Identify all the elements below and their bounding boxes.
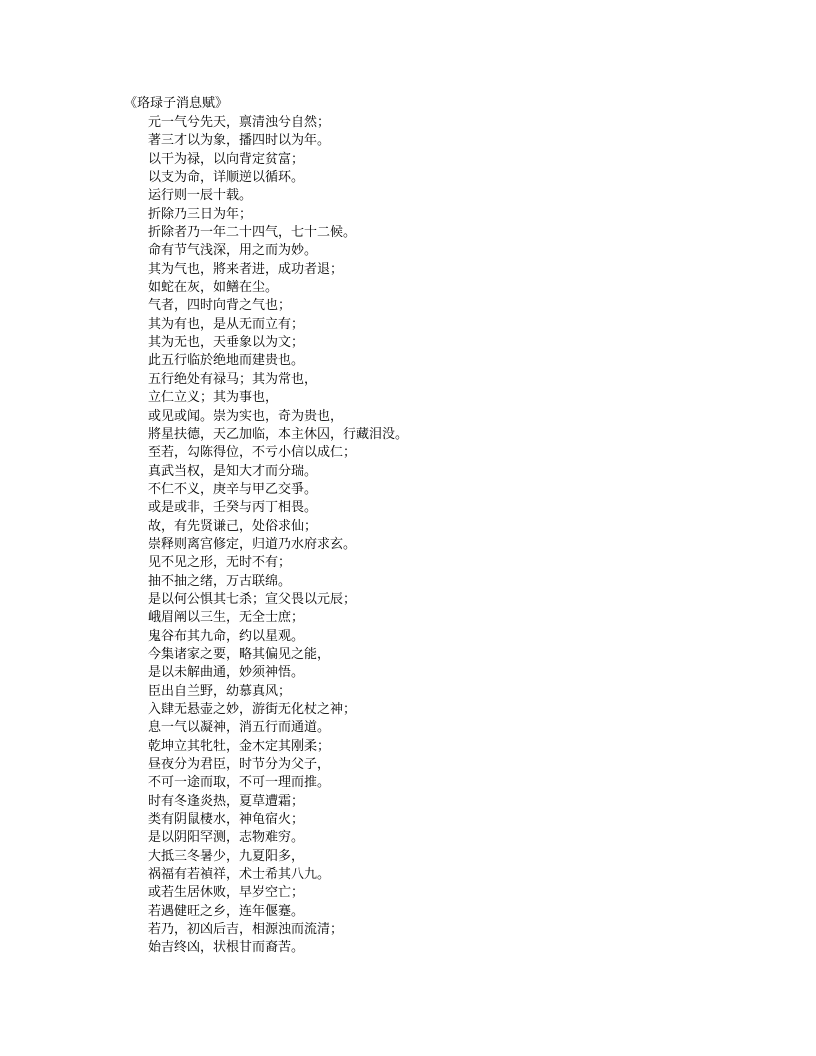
poem-line: 臣出自兰野，幼慕真风； xyxy=(148,683,292,699)
poem-line: 是以何公惧其七杀；宣父畏以元辰； xyxy=(148,591,357,607)
poem-line: 此五行临於绝地而建贵也。 xyxy=(148,353,305,369)
poem-line: 抽不抽之绪，万古联绵。 xyxy=(148,573,292,589)
poem-line: 以支为命，详顺逆以循环。 xyxy=(148,170,305,186)
poem-line: 崇释则离宫修定，归道乃水府求玄。 xyxy=(148,536,357,552)
poem-line: 故，有先贤谦己，处俗求仙； xyxy=(148,518,318,534)
poem-line: 入肆无悬壶之妙，游街无化杖之神； xyxy=(148,702,357,717)
poem-line: 峨眉阐以三生，无全士庶； xyxy=(148,610,305,626)
poem-line: 命有节气浅深，用之而为妙。 xyxy=(148,243,318,259)
poem-line: 运行则一辰十载。 xyxy=(148,188,253,204)
poem-line: 大抵三冬暑少，九夏阳多， xyxy=(148,848,305,864)
poem-line: 或见或闻。崇为实也，奇为贵也， xyxy=(148,408,344,424)
poem-line: 始吉终凶，状根甘而裔苦。 xyxy=(148,940,305,956)
poem-line: 不仁不义，庚辛与甲乙交爭。 xyxy=(148,481,318,497)
poem-line: 其为有也，是从无而立有； xyxy=(148,316,305,332)
poem-line: 气者，四时向背之气也； xyxy=(148,298,292,314)
poem-line: 將星扶德，天乙加临，本主休囚，行藏泪没。 xyxy=(148,426,409,442)
poem-line: 是以阴阳罕测，志物难穷。 xyxy=(148,830,305,846)
poem-line: 折除者乃一年二十四气，七十二候。 xyxy=(148,225,357,241)
poem-line: 元一气兮先天，禀清浊兮自然； xyxy=(148,115,331,130)
poem-line: 不可一途而取，不可一理而推。 xyxy=(148,775,331,791)
poem-line: 如蛇在灰，如鳝在尘。 xyxy=(148,280,279,296)
poem-line: 若遇健旺之乡，连年偃蹇。 xyxy=(148,903,305,919)
poem-line: 或若生居休败，早岁空亡； xyxy=(148,885,305,901)
poem-line: 其为气也，將来者进，成功者退； xyxy=(148,261,344,277)
poem-line: 昼夜分为君臣，时节分为父子， xyxy=(148,757,331,773)
poem-line: 息一气以凝神，消五行而通道。 xyxy=(148,720,331,736)
poem-line: 见不见之形，无时不有； xyxy=(148,555,292,571)
poem-line: 若乃，初凶后吉，相源浊而流清； xyxy=(148,922,344,938)
poem-line: 其为无也，天垂象以为文； xyxy=(148,335,305,351)
poem-line: 立仁立义；其为事也， xyxy=(148,390,279,406)
poem-line: 今集诸家之要，略其偏见之能， xyxy=(148,646,331,662)
poem-line: 鬼谷布其九命，约以星观。 xyxy=(148,628,305,644)
poem-line: 折除乃三日为年； xyxy=(148,206,253,222)
poem-line: 五行绝处有禄马；其为常也， xyxy=(148,371,318,387)
poem-line: 乾坤立其牝牡，金木定其刚柔； xyxy=(148,738,331,754)
poem-line: 至若，勾陈得位，不亏小信以成仁； xyxy=(148,445,357,461)
poem-line: 以干为禄，以向背定贫富； xyxy=(148,151,305,167)
poem-line: 或是或非，壬癸与丙丁相畏。 xyxy=(148,500,318,516)
poem-line: 祸福有若禎祥，术士希其八九。 xyxy=(148,867,331,883)
poem-line: 著三才以为象，播四时以为年。 xyxy=(148,133,331,149)
poem-lines xyxy=(148,114,408,958)
poem-line: 类有阴鼠棲水，神龟宿火； xyxy=(148,812,305,828)
document-title: 《珞琭子消息赋》 xyxy=(124,96,229,111)
poem-line: 真武当权，是知大才而分瑞。 xyxy=(148,463,318,479)
poem-line: 是以未解曲通，妙须神悟。 xyxy=(148,665,305,681)
poem-line: 时有冬逢炎热，夏草遭霜； xyxy=(148,793,305,809)
